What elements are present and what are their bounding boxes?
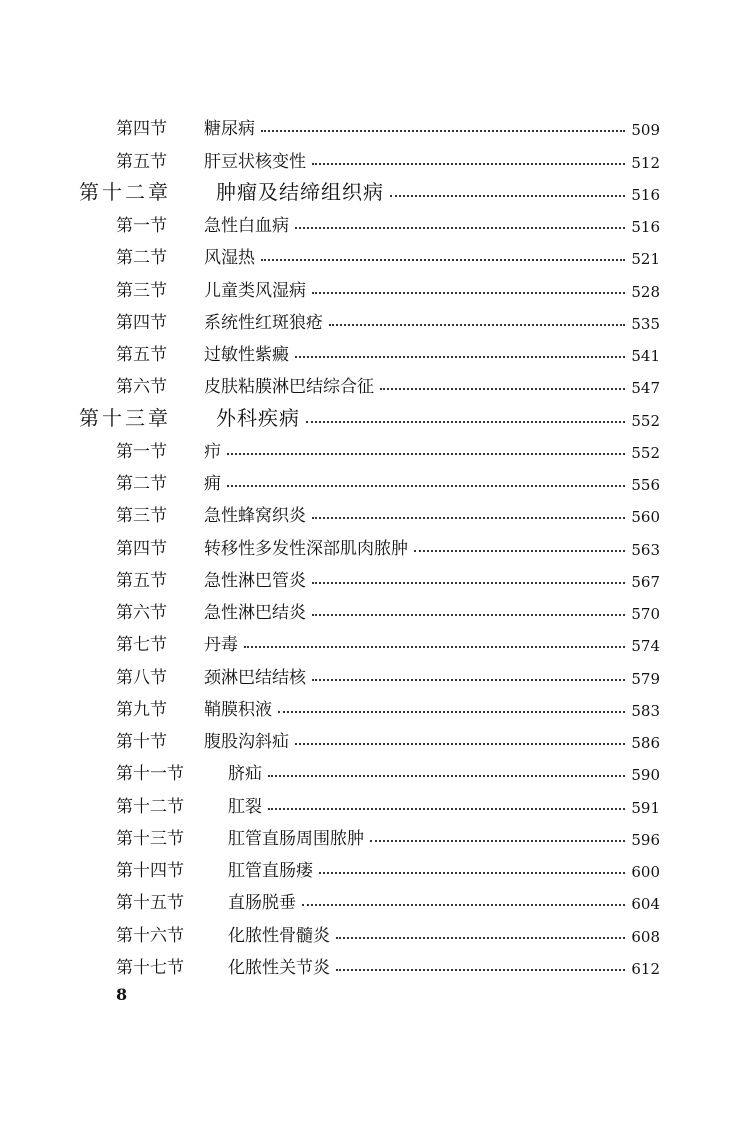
toc-entry-label — [0, 925, 330, 947]
page-reference: 586 — [631, 734, 660, 752]
toc-entry-label — [0, 280, 306, 302]
page-reference: 560 — [631, 508, 660, 527]
dot-leader — [295, 356, 625, 358]
toc-entry-label — [0, 151, 306, 173]
section-number: 第二节 — [116, 248, 167, 269]
section-title: 痈 — [204, 474, 221, 494]
dot-leader — [336, 969, 625, 971]
section-number: 第四节 — [116, 312, 167, 333]
page-reference: 612 — [631, 959, 660, 978]
dot-leader — [312, 163, 625, 165]
dot-leader — [336, 937, 625, 939]
toc-section-entry[interactable] — [0, 495, 754, 527]
toc-entry-label — [0, 118, 255, 140]
section-number: 第一节 — [116, 441, 167, 462]
toc-entry-label — [0, 828, 364, 850]
section-number: 第十六节 — [116, 925, 184, 946]
section-title: 肝豆状核变性 — [204, 151, 306, 172]
page-reference: 521 — [631, 250, 660, 269]
dot-leader — [380, 388, 625, 390]
toc-section-entry[interactable] — [0, 302, 754, 334]
section-number: 第八节 — [116, 667, 167, 688]
dot-leader — [244, 646, 625, 648]
dot-leader — [302, 904, 625, 906]
toc-entry-label — [0, 634, 238, 656]
page-reference: 552 — [631, 443, 660, 462]
toc-entry-label — [0, 796, 262, 818]
page-number: 8 — [116, 985, 128, 1004]
section-title: 丹毒 — [204, 635, 238, 656]
toc-section-entry[interactable] — [0, 527, 754, 559]
section-title: 肛管直肠周围脓肿 — [228, 828, 364, 849]
page-reference: 547 — [631, 379, 660, 398]
toc-entry-label — [0, 344, 289, 366]
chapter-title: 肿瘤及结缔组织病 — [216, 179, 384, 204]
page-reference: 590 — [631, 766, 660, 785]
section-title: 急性淋巴结炎 — [204, 603, 306, 623]
section-number: 第十节 — [116, 732, 167, 752]
toc-section-entry[interactable] — [0, 334, 754, 366]
dot-leader — [312, 582, 625, 584]
section-number: 第五节 — [116, 345, 167, 365]
toc-section-entry[interactable] — [0, 269, 754, 301]
toc-section-entry[interactable] — [0, 947, 754, 979]
toc-section-entry[interactable] — [0, 721, 754, 753]
page-reference: 600 — [631, 863, 660, 881]
page-reference: 574 — [631, 637, 660, 656]
chapter-number: 第十三章 — [79, 405, 171, 430]
section-number: 第四节 — [116, 119, 167, 140]
toc-chapter-entry[interactable] — [0, 173, 754, 205]
section-number: 第十七节 — [116, 957, 184, 978]
section-number: 第十四节 — [116, 861, 184, 881]
section-title: 直肠脱垂 — [228, 893, 296, 914]
dot-leader — [312, 679, 625, 681]
page-reference: 583 — [631, 701, 660, 720]
dot-leader — [261, 130, 625, 132]
section-title: 急性白血病 — [204, 216, 289, 236]
section-title: 系统性红斑狼疮 — [204, 312, 323, 333]
toc-entry-label — [0, 215, 289, 237]
dot-leader — [414, 550, 625, 552]
section-number: 第十五节 — [116, 893, 184, 914]
dot-leader — [278, 711, 625, 713]
dot-leader — [268, 775, 625, 777]
dot-leader — [295, 743, 625, 745]
dot-leader — [227, 453, 625, 455]
page-reference: 570 — [631, 605, 660, 623]
toc-entry-label — [0, 860, 313, 882]
toc-entry-label — [0, 405, 300, 431]
toc-section-entry[interactable] — [0, 656, 754, 688]
chapter-title: 外科疾病 — [216, 405, 300, 430]
toc-section-entry[interactable] — [0, 914, 754, 946]
toc-section-entry[interactable] — [0, 818, 754, 850]
section-title: 鞘膜积液 — [204, 699, 272, 720]
section-number: 第七节 — [116, 635, 167, 656]
dot-leader — [306, 421, 625, 423]
page-reference: 596 — [631, 830, 660, 849]
section-title: 皮肤粘膜淋巴结综合征 — [204, 377, 374, 398]
toc-entry-label — [0, 473, 221, 495]
toc-section-entry[interactable] — [0, 366, 754, 398]
page-reference: 556 — [631, 476, 660, 494]
dot-leader — [227, 485, 625, 487]
dot-leader — [390, 195, 625, 197]
section-title: 脐疝 — [228, 764, 262, 785]
chapter-number: 第十二章 — [79, 179, 171, 204]
section-number: 第五节 — [116, 570, 167, 591]
page-reference: 552 — [631, 411, 660, 430]
toc-entry-label — [0, 441, 221, 463]
dot-leader — [370, 840, 625, 842]
page-reference: 516 — [631, 185, 660, 204]
toc-section-entry[interactable] — [0, 850, 754, 882]
dot-leader — [319, 872, 625, 874]
section-title: 急性蜂窝织炎 — [204, 506, 306, 527]
toc-section-entry[interactable] — [0, 785, 754, 817]
section-title: 急性淋巴管炎 — [204, 570, 306, 591]
section-title: 儿童类风湿病 — [204, 280, 306, 301]
toc-entry-label — [0, 505, 306, 527]
toc-entry-label — [0, 763, 262, 785]
table-of-contents — [0, 108, 754, 979]
dot-leader — [261, 259, 625, 261]
section-number: 第九节 — [116, 699, 167, 720]
page-reference: 567 — [631, 572, 660, 591]
toc-entry-label — [0, 570, 306, 592]
toc-entry-label — [0, 731, 289, 753]
toc-section-entry[interactable] — [0, 140, 754, 172]
section-number: 第一节 — [116, 216, 167, 236]
section-title: 风湿热 — [204, 248, 255, 269]
section-title: 转移性多发性深部肌肉脓肿 — [204, 538, 408, 559]
toc-section-entry[interactable] — [0, 592, 754, 624]
section-number: 第十一节 — [116, 764, 184, 785]
toc-entry-label — [0, 312, 323, 334]
toc-entry-label — [0, 699, 272, 721]
section-number: 第四节 — [116, 538, 167, 559]
toc-section-entry[interactable] — [0, 431, 754, 463]
section-number: 第三节 — [116, 280, 167, 301]
toc-section-entry[interactable] — [0, 108, 754, 140]
section-title: 疖 — [204, 441, 221, 462]
section-title: 化脓性关节炎 — [228, 957, 330, 978]
section-number: 第十三节 — [116, 828, 184, 849]
section-number: 第二节 — [116, 474, 167, 494]
page-reference: 535 — [631, 314, 660, 333]
dot-leader — [312, 517, 625, 519]
section-title: 过敏性紫癜 — [204, 345, 289, 365]
toc-section-entry[interactable] — [0, 753, 754, 785]
toc-section-entry[interactable] — [0, 463, 754, 495]
toc-section-entry[interactable] — [0, 624, 754, 656]
section-number: 第六节 — [116, 377, 167, 398]
section-number: 第十二节 — [116, 796, 184, 817]
section-title: 肛裂 — [228, 796, 262, 817]
toc-section-entry[interactable] — [0, 689, 754, 721]
toc-section-entry[interactable] — [0, 237, 754, 269]
toc-entry-label — [0, 602, 306, 624]
dot-leader — [312, 292, 625, 294]
section-number: 第六节 — [116, 603, 167, 623]
dot-leader — [268, 808, 625, 810]
page-reference: 541 — [631, 347, 660, 365]
page-reference: 579 — [631, 669, 660, 688]
toc-entry-label — [0, 957, 330, 979]
section-title: 糖尿病 — [204, 119, 255, 140]
toc-section-entry[interactable] — [0, 882, 754, 914]
toc-entry-label — [0, 892, 296, 914]
toc-entry-label — [0, 667, 306, 689]
section-title: 肛管直肠瘘 — [228, 861, 313, 881]
toc-section-entry[interactable] — [0, 205, 754, 237]
dot-leader — [312, 614, 625, 616]
toc-chapter-entry[interactable] — [0, 398, 754, 430]
toc-entry-label — [0, 376, 374, 398]
toc-entry-label — [0, 179, 384, 205]
page-reference: 608 — [631, 927, 660, 946]
section-title: 化脓性骨髓炎 — [228, 925, 330, 946]
section-title: 腹股沟斜疝 — [204, 732, 289, 752]
page-reference: 528 — [631, 282, 660, 301]
section-number: 第三节 — [116, 506, 167, 527]
page-reference: 563 — [631, 540, 660, 559]
section-title: 颈淋巴结结核 — [204, 667, 306, 688]
page-reference: 591 — [631, 798, 660, 817]
page-reference: 516 — [631, 218, 660, 236]
section-number: 第五节 — [116, 151, 167, 172]
toc-entry-label — [0, 538, 408, 560]
toc-section-entry[interactable] — [0, 560, 754, 592]
page-reference: 512 — [631, 153, 660, 172]
page-reference: 509 — [631, 121, 660, 140]
page-reference: 604 — [631, 895, 660, 914]
dot-leader — [329, 324, 625, 326]
toc-entry-label — [0, 247, 255, 269]
dot-leader — [295, 227, 625, 229]
